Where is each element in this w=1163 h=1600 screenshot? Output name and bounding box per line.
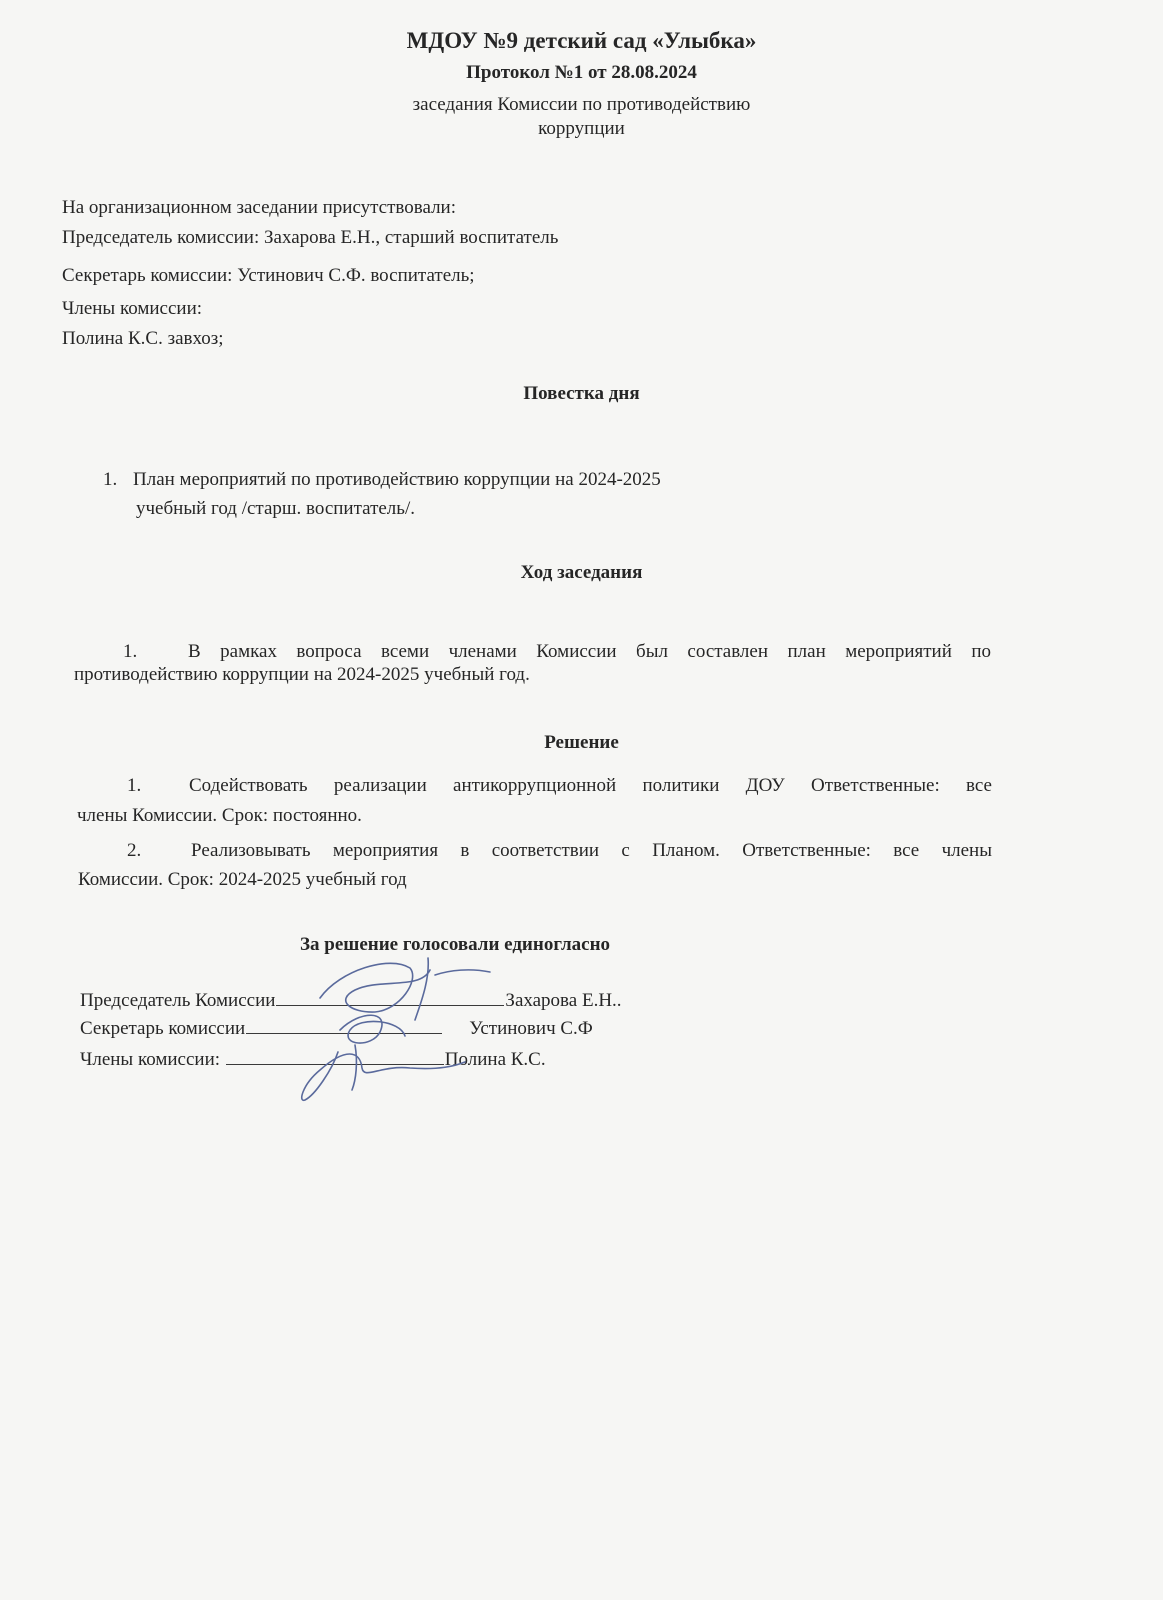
signature-members-line [226,1046,444,1065]
decision-item2-line1: Реализовывать мероприятия в соответствии с Планом. Ответственные: все члены [191,840,992,861]
agenda-item-number: 1. [103,469,118,490]
proceedings-heading: Ход заседания [520,562,643,583]
proceedings-item-line1: В рамках вопроса всеми членами Комиссии был составлен план мероприятий по [188,641,991,662]
decision-item1-number: 1. [127,775,142,796]
attendance-members-label: Члены комиссии: [62,298,203,319]
decision-item2-line2: Комиссии. Срок: 2024-2025 учебный год [78,869,407,890]
signature-members-name: Полина К.С. [444,1049,546,1070]
proceedings-item-line2: противодействию коррупции на 2024-2025 учебный год. [74,664,530,685]
signature-secretary-line [246,1015,442,1034]
attendance-secretary: Секретарь комиссии: Устинович С.Ф. воспитатель; [62,265,475,286]
decision-item1-line1: Содействовать реализации антикоррупционной политики ДОУ Ответственные: все [189,775,992,796]
subtitle-line1: заседания Комиссии по противодействию [412,94,751,115]
decision-item2-number: 2. [127,840,142,861]
vote-heading: За решение голосовали единогласно [300,934,611,955]
agenda-item-line2: учебный год /старш. воспитатель/. [136,498,415,519]
signature-chair-name: Захарова Е.Н.. [505,990,622,1011]
signature-chair-label: Председатель Комиссии [80,990,276,1011]
signature-secretary-name: Устинович С.Ф [469,1018,593,1039]
signature-secretary-label: Секретарь комиссии [80,1018,246,1039]
attendance-member: Полина К.С. завхоз; [62,328,224,349]
decision-heading: Решение [544,732,619,753]
org-title: МДОУ №9 детский сад «Улыбка» [406,28,757,53]
attendance-intro: На организационном заседании присутствовали: [62,197,457,218]
signature-members-label: Члены комиссии: [80,1049,225,1070]
signature-chair-stroke-3 [435,970,490,975]
agenda-heading: Повестка дня [523,383,640,404]
attendance-chair: Председатель комиссии: Захарова Е.Н., старший воспитатель [62,227,559,248]
signature-chair-line [276,987,504,1006]
protocol-title: Протокол №1 от 28.08.2024 [466,62,697,83]
subtitle-line2: коррупции [538,118,625,139]
signature-row-chair [80,987,622,1012]
signature-row-members [80,1046,546,1071]
proceedings-item-number: 1. [123,641,138,662]
signature-row-secretary [80,1015,593,1040]
agenda-item-line1: План мероприятий по противодействию коррупции на 2024-2025 [133,469,661,490]
decision-item1-line2: члены Комиссии. Срок: постоянно. [77,805,362,826]
